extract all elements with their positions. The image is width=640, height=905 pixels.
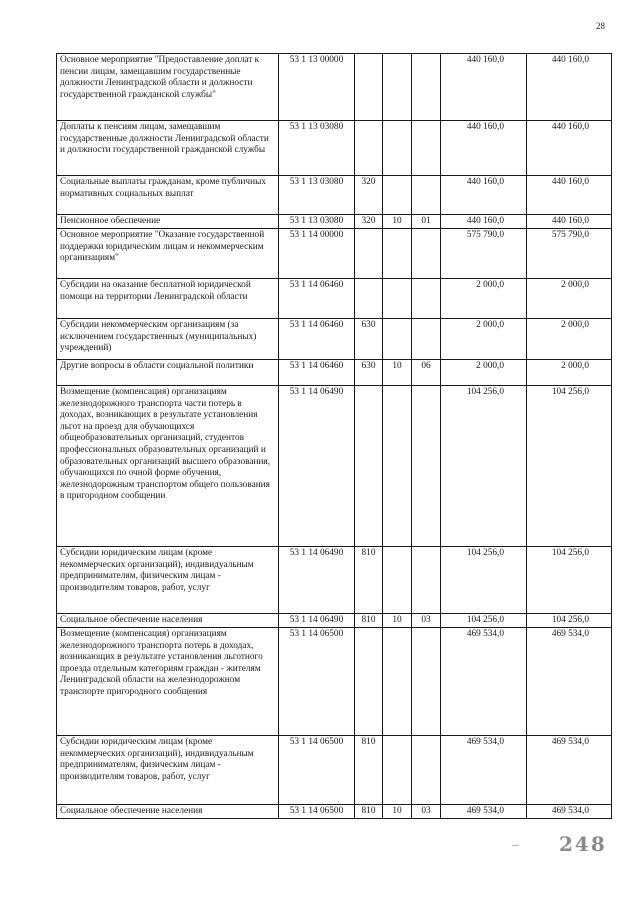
row-name: Субсидии на оказание бесплатной юридической помощи на территории Ленинградской области bbox=[57, 279, 279, 319]
row-subsection bbox=[412, 176, 441, 215]
row-name: Доплаты к пенсиям лицам, замещавшим государственные должности Ленинградской области и должности государственной гражданской службы bbox=[57, 121, 279, 176]
row-name: Основное мероприятие "Оказание государственной поддержки юридическим лицам и некоммерческим организациям" bbox=[57, 229, 279, 279]
row-amount-year1: 2 000,0 bbox=[441, 319, 527, 360]
table-row bbox=[57, 614, 612, 628]
row-subsection: 06 bbox=[412, 360, 441, 386]
row-amount-year1: 440 160,0 bbox=[441, 54, 527, 121]
row-section bbox=[383, 628, 412, 736]
row-subsection bbox=[412, 279, 441, 319]
row-amount-year2: 469 534,0 bbox=[527, 736, 612, 805]
row-amount-year2: 2 000,0 bbox=[527, 360, 612, 386]
row-amount-year1: 469 534,0 bbox=[441, 736, 527, 805]
row-amount-year2: 104 256,0 bbox=[527, 386, 612, 547]
row-subsection bbox=[412, 736, 441, 805]
row-amount-year2: 440 160,0 bbox=[527, 54, 612, 121]
row-section bbox=[383, 279, 412, 319]
sheet-number-stamp: 248 bbox=[559, 832, 607, 856]
row-amount-year2: 575 790,0 bbox=[527, 229, 612, 279]
row-expense-type: 810 bbox=[355, 736, 383, 805]
row-section bbox=[383, 736, 412, 805]
row-name: Пенсионное обеспечение bbox=[57, 215, 279, 229]
row-target-code: 53 1 14 06500 bbox=[279, 805, 355, 819]
row-name: Субсидии некоммерческим организациям (за исключением государственных (муниципальных) учреждений) bbox=[57, 319, 279, 360]
row-target-code: 53 1 13 00000 bbox=[279, 54, 355, 121]
row-name: Возмещение (компенсация) организациям железнодорожного транспорта части потерь в доходах, возникающих в результате установления льгот на проезд для обучающихся общеобразовательных организаций, студентов профессиональных образовательных организаций и образовательных организаций высшего образования, обучающихся по очной форме обучения, железнодорожным транспортом общего пользования в пригородном сообщении bbox=[57, 386, 279, 547]
row-subsection: 03 bbox=[412, 614, 441, 628]
row-expense-type bbox=[355, 628, 383, 736]
table-row bbox=[57, 805, 612, 819]
row-subsection bbox=[412, 229, 441, 279]
row-expense-type bbox=[355, 229, 383, 279]
row-section bbox=[383, 547, 412, 614]
row-amount-year1: 440 160,0 bbox=[441, 176, 527, 215]
row-amount-year1: 104 256,0 bbox=[441, 614, 527, 628]
row-subsection bbox=[412, 628, 441, 736]
row-name: Субсидии юридическим лицам (кроме некоммерческих организаций), индивидуальным предпринимателям, физическим лицам - производителям товаров, работ, услуг bbox=[57, 736, 279, 805]
budget-table bbox=[56, 53, 612, 819]
row-amount-year2: 440 160,0 bbox=[527, 121, 612, 176]
row-target-code: 53 1 14 06460 bbox=[279, 279, 355, 319]
row-amount-year2: 2 000,0 bbox=[527, 319, 612, 360]
row-section bbox=[383, 386, 412, 547]
row-target-code: 53 1 14 06490 bbox=[279, 386, 355, 547]
row-section bbox=[383, 229, 412, 279]
row-subsection bbox=[412, 547, 441, 614]
row-section: 10 bbox=[383, 614, 412, 628]
row-expense-type bbox=[355, 121, 383, 176]
row-amount-year1: 2 000,0 bbox=[441, 360, 527, 386]
row-expense-type: 810 bbox=[355, 614, 383, 628]
row-amount-year1: 2 000,0 bbox=[441, 279, 527, 319]
row-name: Основное мероприятие "Предоставление доплат к пенсии лицам, замещавшим государственные должности Ленинградской области и должности государственной гражданской службы" bbox=[57, 54, 279, 121]
row-name: Социальное обеспечение населения bbox=[57, 805, 279, 819]
row-name: Другие вопросы в области социальной политики bbox=[57, 360, 279, 386]
table-row bbox=[57, 360, 612, 386]
row-section: 10 bbox=[383, 360, 412, 386]
row-name: Возмещение (компенсация) организациям железнодорожного транспорта потерь в доходах, возникающих в результате установления льготного проезда отдельным категориям граждан - жителям Ленинградской области на железнодорожном транспорте пригородного сообщения bbox=[57, 628, 279, 736]
row-amount-year2: 2 000,0 bbox=[527, 279, 612, 319]
row-amount-year1: 469 534,0 bbox=[441, 628, 527, 736]
row-target-code: 53 1 13 03080 bbox=[279, 176, 355, 215]
row-amount-year1: 104 256,0 bbox=[441, 547, 527, 614]
row-expense-type: 320 bbox=[355, 176, 383, 215]
row-name: Субсидии юридическим лицам (кроме некоммерческих организаций), индивидуальным предпринимателям, физическим лицам - производителям товаров, работ, услуг bbox=[57, 547, 279, 614]
row-name: Социальное обеспечение населения bbox=[57, 614, 279, 628]
row-subsection bbox=[412, 121, 441, 176]
table-row bbox=[57, 229, 612, 279]
row-target-code: 53 1 14 06500 bbox=[279, 628, 355, 736]
row-amount-year2: 469 534,0 bbox=[527, 628, 612, 736]
row-subsection: 03 bbox=[412, 805, 441, 819]
row-expense-type: 320 bbox=[355, 215, 383, 229]
row-expense-type: 630 bbox=[355, 319, 383, 360]
row-subsection bbox=[412, 319, 441, 360]
row-amount-year2: 104 256,0 bbox=[527, 547, 612, 614]
table-row bbox=[57, 279, 612, 319]
row-section: 10 bbox=[383, 215, 412, 229]
row-expense-type bbox=[355, 279, 383, 319]
row-amount-year1: 440 160,0 bbox=[441, 215, 527, 229]
row-expense-type: 630 bbox=[355, 360, 383, 386]
row-expense-type: 810 bbox=[355, 805, 383, 819]
row-target-code: 53 1 14 00000 bbox=[279, 229, 355, 279]
row-amount-year2: 440 160,0 bbox=[527, 176, 612, 215]
row-expense-type bbox=[355, 54, 383, 121]
table-row bbox=[57, 215, 612, 229]
row-amount-year2: 440 160,0 bbox=[527, 215, 612, 229]
row-subsection bbox=[412, 386, 441, 547]
row-target-code: 53 1 14 06460 bbox=[279, 360, 355, 386]
table-row bbox=[57, 176, 612, 215]
row-subsection bbox=[412, 54, 441, 121]
table-row bbox=[57, 628, 612, 736]
row-expense-type bbox=[355, 386, 383, 547]
row-section bbox=[383, 319, 412, 360]
row-amount-year1: 440 160,0 bbox=[441, 121, 527, 176]
row-target-code: 53 1 14 06460 bbox=[279, 319, 355, 360]
row-target-code: 53 1 14 06500 bbox=[279, 736, 355, 805]
table-row bbox=[57, 121, 612, 176]
row-section bbox=[383, 121, 412, 176]
row-subsection: 01 bbox=[412, 215, 441, 229]
row-target-code: 53 1 14 06490 bbox=[279, 547, 355, 614]
row-amount-year1: 575 790,0 bbox=[441, 229, 527, 279]
table-row bbox=[57, 547, 612, 614]
row-amount-year2: 104 256,0 bbox=[527, 614, 612, 628]
row-amount-year1: 469 534,0 bbox=[441, 805, 527, 819]
row-target-code: 53 1 13 03080 bbox=[279, 121, 355, 176]
table-row bbox=[57, 736, 612, 805]
row-amount-year2: 469 534,0 bbox=[527, 805, 612, 819]
footer-dash: -- bbox=[512, 840, 519, 851]
row-section: 10 bbox=[383, 805, 412, 819]
row-target-code: 53 1 13 03080 bbox=[279, 215, 355, 229]
row-amount-year1: 104 256,0 bbox=[441, 386, 527, 547]
row-expense-type: 810 bbox=[355, 547, 383, 614]
row-section bbox=[383, 54, 412, 121]
table-row bbox=[57, 386, 612, 547]
table-row bbox=[57, 54, 612, 121]
page-number: 28 bbox=[596, 21, 605, 31]
table-row bbox=[57, 319, 612, 360]
row-section bbox=[383, 176, 412, 215]
row-target-code: 53 1 14 06490 bbox=[279, 614, 355, 628]
row-name: Социальные выплаты гражданам, кроме публичных нормативных социальных выплат bbox=[57, 176, 279, 215]
